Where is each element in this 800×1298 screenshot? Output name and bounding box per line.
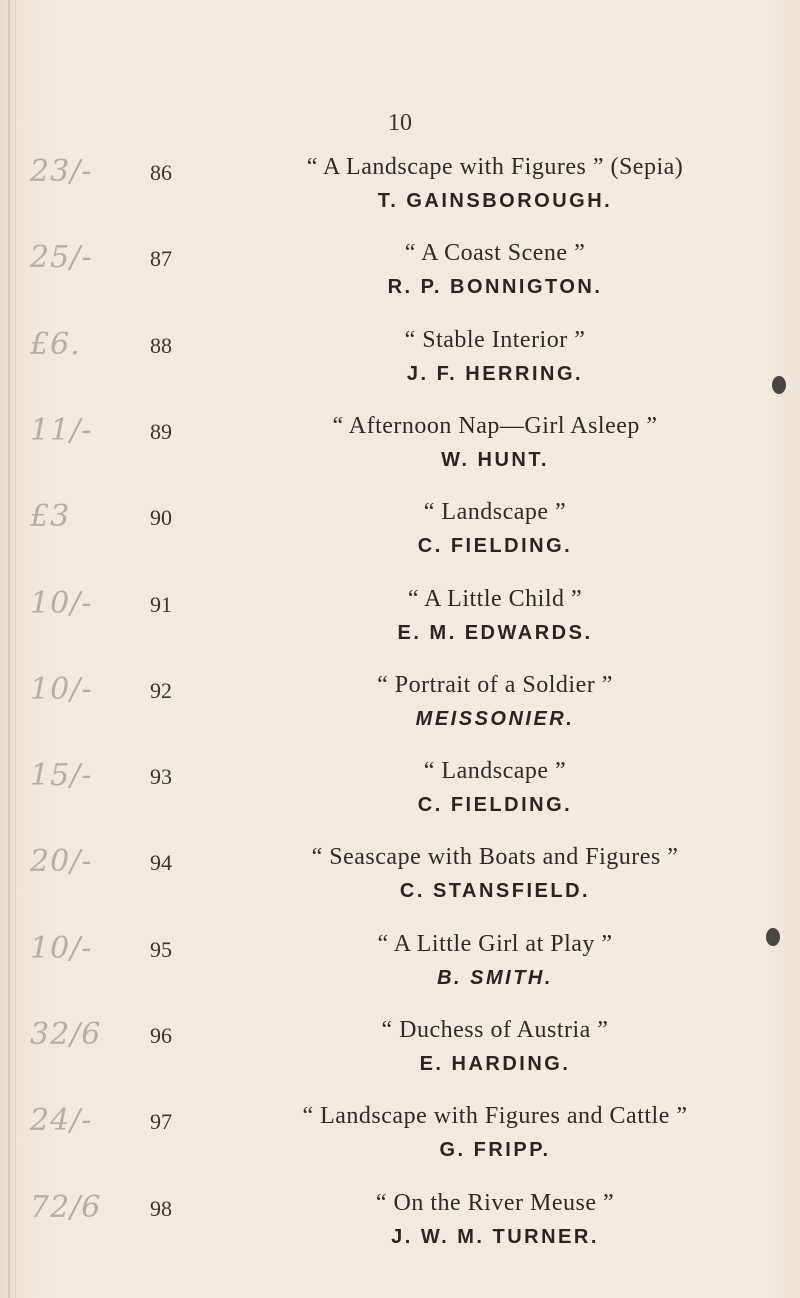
handwritten-price: 20/-: [30, 844, 93, 879]
lot-number: 89: [150, 419, 172, 444]
handwritten-price: £6.: [30, 327, 81, 362]
handwritten-price: 72/6: [30, 1190, 102, 1225]
lot-artist: R. P. BONNIGTON.: [387, 276, 603, 298]
lot-title: “ Stable Interior ”: [404, 327, 586, 353]
lot-artist: C. FIELDING.: [417, 535, 573, 557]
lot-artist: B. SMITH.: [437, 967, 553, 989]
lot-number: 91: [150, 592, 172, 617]
handwritten-price: 24/-: [30, 1103, 93, 1138]
lot-artist: W. HUNT.: [441, 449, 549, 471]
lot-title: “ Afternoon Nap—Girl Asleep ”: [332, 413, 658, 439]
lot-number: 94: [150, 850, 172, 875]
handwritten-price: 25/-: [30, 240, 93, 275]
lot-title: “ Landscape ”: [423, 758, 567, 784]
lot-title: “ Landscape with Figures and Cattle ”: [302, 1103, 688, 1129]
lot-artist: T. GAINSBOROUGH.: [377, 190, 613, 212]
handwritten-price: 10/-: [30, 672, 93, 707]
lot-number: 95: [150, 937, 172, 962]
lot-artist: C. STANSFIELD.: [399, 880, 591, 902]
handwritten-price: 32/6: [30, 1017, 102, 1052]
lot-artist: E. M. EDWARDS.: [397, 622, 593, 644]
handwritten-price: 15/-: [30, 758, 93, 793]
lot-number: 90: [150, 505, 172, 530]
lot-title: “ On the River Meuse ”: [375, 1190, 615, 1216]
lot-artist: J. F. HERRING.: [406, 363, 584, 385]
lot-number: 93: [150, 764, 172, 789]
lot-artist: J. W. M. TURNER.: [391, 1226, 599, 1248]
handwritten-price: 23/-: [30, 154, 93, 189]
lot-entry: [0, 1190, 800, 1292]
lot-title: “ A Little Child ”: [407, 586, 583, 612]
ink-spot: [772, 376, 786, 394]
page-number: 10: [388, 110, 412, 136]
lot-title: “ Seascape with Boats and Figures ”: [311, 844, 679, 870]
lot-number: 96: [150, 1023, 172, 1048]
handwritten-price: 10/-: [30, 931, 93, 966]
lot-number: 88: [150, 333, 172, 358]
lot-title: “ A Coast Scene ”: [404, 240, 586, 266]
lot-artist: C. FIELDING.: [417, 794, 573, 816]
lot-number: 92: [150, 678, 172, 703]
lot-title: “ Portrait of a Soldier ”: [377, 672, 613, 698]
ink-spot: [766, 928, 780, 946]
lot-artist: E. HARDING.: [419, 1053, 571, 1075]
handwritten-price: 10/-: [30, 586, 93, 621]
lot-number: 87: [150, 246, 172, 271]
lot-number: 98: [150, 1196, 172, 1221]
lot-title: “ Duchess of Austria ”: [381, 1017, 609, 1043]
lot-number: 97: [150, 1109, 172, 1134]
lot-title: “ A Landscape with Figures ” (Sepia): [306, 154, 684, 180]
lot-artist: MEISSONIER.: [415, 708, 575, 730]
lot-title: “ Landscape ”: [423, 499, 567, 525]
lot-title: “ A Little Girl at Play ”: [377, 931, 613, 957]
handwritten-price: 11/-: [30, 413, 93, 448]
lot-artist: G. FRIPP.: [439, 1139, 551, 1161]
lot-number: 86: [150, 160, 172, 185]
handwritten-price: £3: [30, 499, 71, 534]
